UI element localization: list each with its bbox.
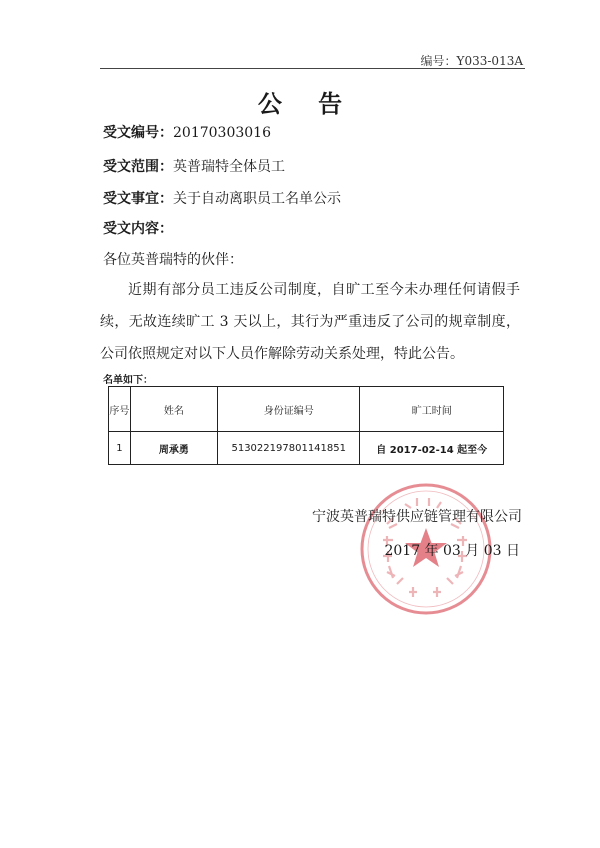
greeting: 各位英普瑞特的伙伴： bbox=[103, 252, 243, 268]
body-paragraph: 近期有部分员工违反公司制度，自旷工至今未办理任何请假手续，无故连续旷工 3 天以上，其行为严重违反了公司的规章制度，公司依照规定对以下人员作解除劳动关系处理，特此公告。 bbox=[100, 282, 520, 362]
document-number: 编号：Y033-013A bbox=[420, 54, 523, 68]
header-name: 姓名 bbox=[130, 387, 217, 432]
cell-name: 周承勇 bbox=[130, 432, 217, 465]
scope-field bbox=[103, 156, 285, 176]
subject-field bbox=[103, 188, 341, 208]
cell-absence-time: 自 2017-02-14 起至今 bbox=[360, 432, 504, 465]
table-row bbox=[109, 432, 504, 465]
list-label: 名单如下： bbox=[103, 375, 153, 386]
company-name: 宁波英普瑞特供应链管理有限公司 bbox=[312, 509, 522, 525]
doc-no-label: 受文编号： bbox=[103, 125, 173, 141]
doc-no-field bbox=[103, 122, 271, 142]
cell-seq: 1 bbox=[109, 432, 131, 465]
header-divider bbox=[100, 68, 525, 69]
header-absence-time: 旷工时间 bbox=[360, 387, 504, 432]
content-field bbox=[103, 218, 173, 238]
subject-value: 关于自动离职员工名单公示 bbox=[173, 191, 341, 207]
cell-id-number: 513022197801141851 bbox=[218, 432, 360, 465]
roster-table bbox=[108, 386, 504, 465]
content-label: 受文内容： bbox=[103, 221, 173, 237]
scope-value: 英普瑞特全体员工 bbox=[173, 159, 285, 175]
table-header-row bbox=[109, 387, 504, 432]
issue-date: 2017 年 03 月 03 日 bbox=[384, 543, 520, 559]
doc-no-value: 20170303016 bbox=[173, 125, 271, 141]
header-id-number: 身份证编号 bbox=[218, 387, 360, 432]
header-seq: 序号 bbox=[109, 387, 131, 432]
scope-label: 受文范围： bbox=[103, 159, 173, 175]
page-title: 公 告 bbox=[257, 90, 357, 118]
subject-label: 受文事宜： bbox=[103, 191, 173, 207]
